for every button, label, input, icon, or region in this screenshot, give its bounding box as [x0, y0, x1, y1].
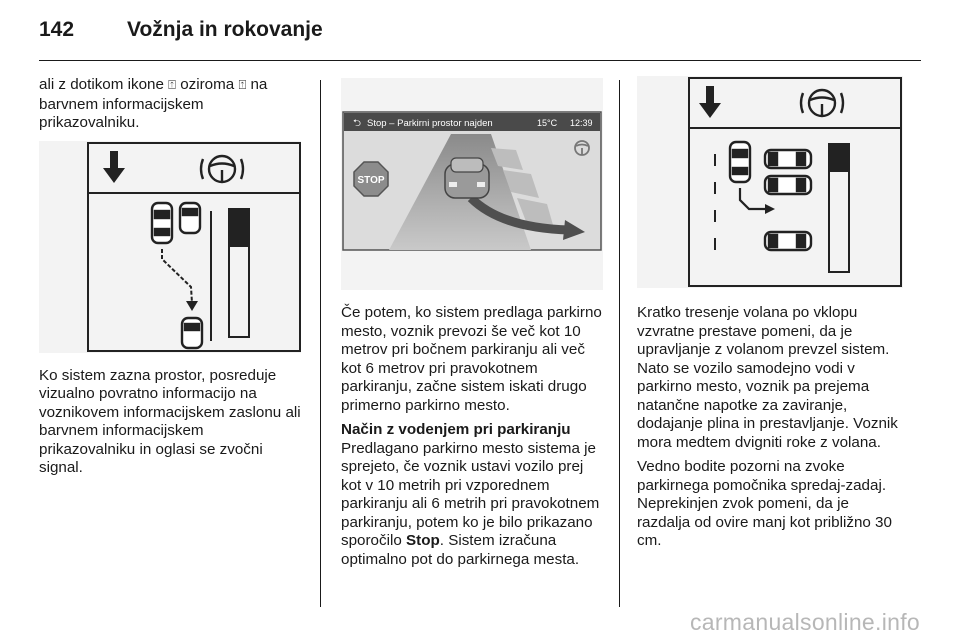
- display-title: Stop – Parkirni prostor najden: [367, 118, 493, 129]
- parking-assist-icon: ⍐: [168, 78, 176, 93]
- car-icon: [765, 176, 811, 194]
- stop-sign-text: STOP: [357, 175, 385, 186]
- section-heading: Način z vodenjem pri parkiranju: [341, 421, 571, 438]
- parking-assist-icon: ⍐: [238, 78, 247, 93]
- column-2: [341, 76, 603, 575]
- column-divider: [320, 80, 321, 607]
- steering-wheel-icon: [801, 90, 843, 116]
- stop-message: Stop: [406, 532, 440, 549]
- column-3: [637, 76, 903, 557]
- paragraph: Če potem, ko sistem predlaga parkirno mesto, voznik prevozi še več kot 10 metrov pri bočnem parkiranju ali več kot 6 metrov pri pravokotnem parkiranju, začne sistem iskati drugo primerno parkirno mesto.: [341, 304, 602, 414]
- stop-sign-icon: [354, 162, 388, 196]
- page-header: [39, 18, 323, 48]
- car-icon: [765, 150, 811, 168]
- paragraph: Predlagano parkirno mesto sistema je sprejeto, če voznik ustavi vozilo prej kot v 10 metrih pri vzporednem parkiranju ali 6 metrih pri pravokotnem parkiranju, potem ko je bilo prikazano sporočilo Stop. Sistem izračuna optimalno pot do parkirnega mesta.: [341, 439, 600, 568]
- paragraph: Kratko tresenje volana po vklopu vzvratne prestave pomeni, da je upravljanje z volanom prevzel sistem. Nato se vozilo samodejno vodi v parkirno mesto, voznik pa prejema natančne napotke za zaviranje, dodajanje plina in prestavljanje. Voznik mora medtem dvigniti roke z volana.: [637, 304, 898, 451]
- path-arrow-icon: [162, 249, 192, 303]
- page-title: Vožnja in rokovanje: [127, 18, 323, 41]
- car-icon: [730, 142, 750, 182]
- paragraph: Ko sistem zazna prostor, posreduje vizualno povratno informacijo na voznikovem informacijskem zaslonu ali barvnem informacijskem prikazovalniku in oglasi se zvočni signal.: [39, 366, 301, 476]
- car-icon: [765, 232, 811, 250]
- path-arrow-icon: [740, 188, 767, 209]
- figure-parking-space-found: [39, 141, 301, 353]
- display-temperature: 15°C: [537, 118, 558, 128]
- steering-wheel-icon: [201, 156, 243, 182]
- figure-guided-parking: [637, 76, 903, 288]
- car-icon: [182, 318, 202, 348]
- watermark: carmanualsonline.info: [689, 609, 920, 635]
- header-rule: [39, 60, 921, 61]
- paragraph: ali z dotikom ikone ⍐ oziroma ⍐ na barvnem informacijskem prikazovalniku.: [39, 76, 268, 131]
- display-time: 12:39: [570, 118, 593, 128]
- car-icon: [152, 203, 172, 243]
- back-arrow-icon: ⮌: [353, 118, 362, 129]
- column-divider: [619, 80, 620, 607]
- column-1: [39, 76, 301, 484]
- figure-stop-display: [341, 78, 603, 290]
- arrow-down-icon: [699, 86, 721, 118]
- paragraph: Vedno bodite pozorni na zvoke parkirnega pomočnika spredaj-zadaj. Neprekinjen zvok pomeni, da je razdalja od ovire manj kot približno 30 cm.: [637, 458, 892, 549]
- arrow-down-icon: [103, 151, 125, 183]
- car-icon: [445, 158, 489, 198]
- car-icon: [180, 203, 200, 233]
- page-number: 142: [39, 18, 75, 41]
